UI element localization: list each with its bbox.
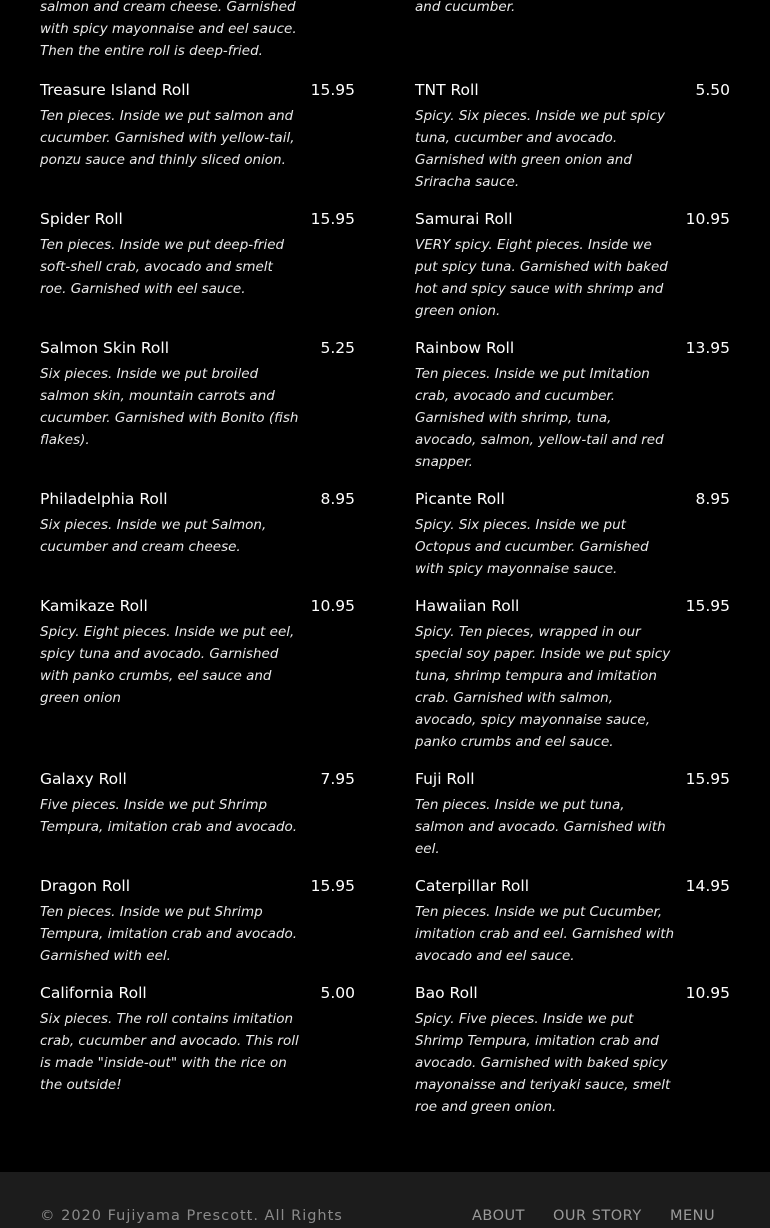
menu-item-name: Hawaiian Roll: [415, 597, 520, 615]
menu-item-name: Rainbow Roll: [415, 339, 515, 357]
menu-item-price: 15.95: [310, 81, 355, 99]
menu-item-california-roll: [40, 983, 355, 1096]
menu-item-spider-roll: [40, 209, 355, 300]
menu-item-price: 14.95: [685, 877, 730, 895]
menu-item-treasure-island-roll: [40, 80, 355, 171]
site-footer: [0, 1172, 770, 1228]
menu-item-description: Spicy. Ten pieces, wrapped in our special soy paper. Inside we put spicy tuna, shrimp tempura and imitation crab. Garnished with salmon, avocado, spicy mayonnaise sauce, panko crumbs and eel sauce.: [415, 624, 671, 750]
copyright-text: © 2020 Fujiyama Prescott. All Rights: [40, 1208, 343, 1224]
menu-item-description: Six pieces. Inside we put Salmon, cucumber and cream cheese.: [40, 517, 267, 555]
menu-item-price: 10.95: [685, 984, 730, 1002]
menu-item-name: Picante Roll: [415, 490, 505, 508]
menu-item-picante-roll: [415, 489, 730, 580]
menu-item-description: Spicy. Six pieces. Inside we put spicy tuna, cucumber and avocado. Garnished with green onion and Sriracha sauce.: [415, 108, 666, 190]
menu-item-price: 13.95: [685, 339, 730, 357]
menu-item-price: 7.95: [320, 770, 355, 788]
menu-item-price: 8.95: [320, 490, 355, 508]
menu-item-description: Six pieces. Inside we put broiled salmon skin, mountain carrots and cucumber. Garnished with Bonito (fish flakes).: [40, 366, 299, 448]
menu-item-name: Samurai Roll: [415, 210, 513, 228]
menu-item-description: Ten pieces. Inside we put Imitation crab, avocado and cucumber. Garnished with shrimp, tuna, avocado, salmon, yellow-tail and red snapper.: [415, 366, 664, 470]
menu-item-description: Spicy. Eight pieces. Inside we put eel, spicy tuna and avocado. Garnished with panko crumbs, eel sauce and green onion: [40, 624, 295, 706]
menu-item-description: Spicy. Five pieces. Inside we put Shrimp Tempura, imitation crab and avocado. Garnished with baked spicy mayonaisse and teriyaki sauce, smelt roe and green onion.: [415, 1011, 671, 1115]
menu-item-description: Spicy. Six pieces. Inside we put Octopus and cucumber. Garnished with spicy mayonnaise sauce.: [415, 517, 649, 577]
menu-item-description: Ten pieces. Inside we put deep-fried soft-shell crab, avocado and smelt roe. Garnished with eel sauce.: [40, 237, 285, 297]
menu-item-galaxy-roll: [40, 769, 355, 838]
menu-item-price: 10.95: [685, 210, 730, 228]
menu-item-price: 5.00: [320, 984, 355, 1002]
menu-item-description: Ten pieces. Inside we put salmon and cucumber. Garnished with yellow-tail, ponzu sauce and thinly sliced onion.: [40, 108, 295, 168]
menu-item-hawaiian-roll: [415, 596, 730, 753]
menu-item-philadelphia-roll: [40, 489, 355, 558]
menu-item-name: California Roll: [40, 984, 147, 1002]
menu-item-description: VERY spicy. Eight pieces. Inside we put spicy tuna. Garnished with baked hot and spicy sauce with shrimp and green onion.: [415, 237, 668, 319]
menu-item-description: Ten pieces. Inside we put Cucumber, imitation crab and eel. Garnished with avocado and eel sauce.: [415, 904, 675, 964]
menu-item-name: Kamikaze Roll: [40, 597, 148, 615]
menu-item-description: Five pieces. Inside we put Shrimp Tempura, imitation crab and avocado.: [40, 797, 298, 835]
menu-item-description-fragment: salmon and cream cheese. Garnished with spicy mayonnaise and eel sauce. Then the entire roll is deep-fried.: [40, 0, 297, 59]
menu-item-salmon-skin-roll: [40, 338, 355, 451]
menu-item-description: Six pieces. The roll contains imitation crab, cucumber and avocado. This roll is made "inside-out" with the rice on the outside!: [40, 1011, 299, 1093]
menu-item-samurai-roll: [415, 209, 730, 322]
menu-item-name: Caterpillar Roll: [415, 877, 530, 895]
menu-item-name: Fuji Roll: [415, 770, 475, 788]
menu-item-rainbow-roll: [415, 338, 730, 473]
menu-item-name: Bao Roll: [415, 984, 478, 1002]
menu-item-price: 8.95: [695, 490, 730, 508]
menu-item-price: 10.95: [310, 597, 355, 615]
footer-nav-about[interactable]: ABOUT: [472, 1208, 525, 1224]
menu-item-name: Galaxy Roll: [40, 770, 127, 788]
menu-item-price: 5.25: [320, 339, 355, 357]
menu-item-dragon-roll: [40, 876, 355, 967]
menu-item-name: Spider Roll: [40, 210, 123, 228]
menu-item-price: 15.95: [310, 210, 355, 228]
menu-item-description-fragment: and cucumber.: [415, 0, 516, 15]
menu-item-tnt-roll: [415, 80, 730, 193]
menu-item-description: Ten pieces. Inside we put tuna, salmon and avocado. Garnished with eel.: [415, 797, 666, 857]
menu-item-name: Treasure Island Roll: [40, 81, 190, 99]
menu-item-bao-roll: [415, 983, 730, 1118]
menu-item-price: 5.50: [695, 81, 730, 99]
menu-item-price: 15.95: [685, 597, 730, 615]
menu-item-kamikaze-roll: [40, 596, 355, 709]
menu-item-name: Salmon Skin Roll: [40, 339, 170, 357]
menu-item-caterpillar-roll: [415, 876, 730, 967]
menu-item-name: TNT Roll: [415, 81, 479, 99]
menu-item-fuji-roll: [415, 769, 730, 860]
menu-item-name: Philadelphia Roll: [40, 490, 168, 508]
menu-item-price: 15.95: [310, 877, 355, 895]
menu-item-description: Ten pieces. Inside we put Shrimp Tempura, imitation crab and avocado. Garnished with eel.: [40, 904, 298, 964]
menu-item-price: 15.95: [685, 770, 730, 788]
footer-nav-our-story[interactable]: OUR STORY: [553, 1208, 642, 1224]
menu-item-name: Dragon Roll: [40, 877, 131, 895]
footer-nav-menu[interactable]: MENU: [670, 1208, 716, 1224]
